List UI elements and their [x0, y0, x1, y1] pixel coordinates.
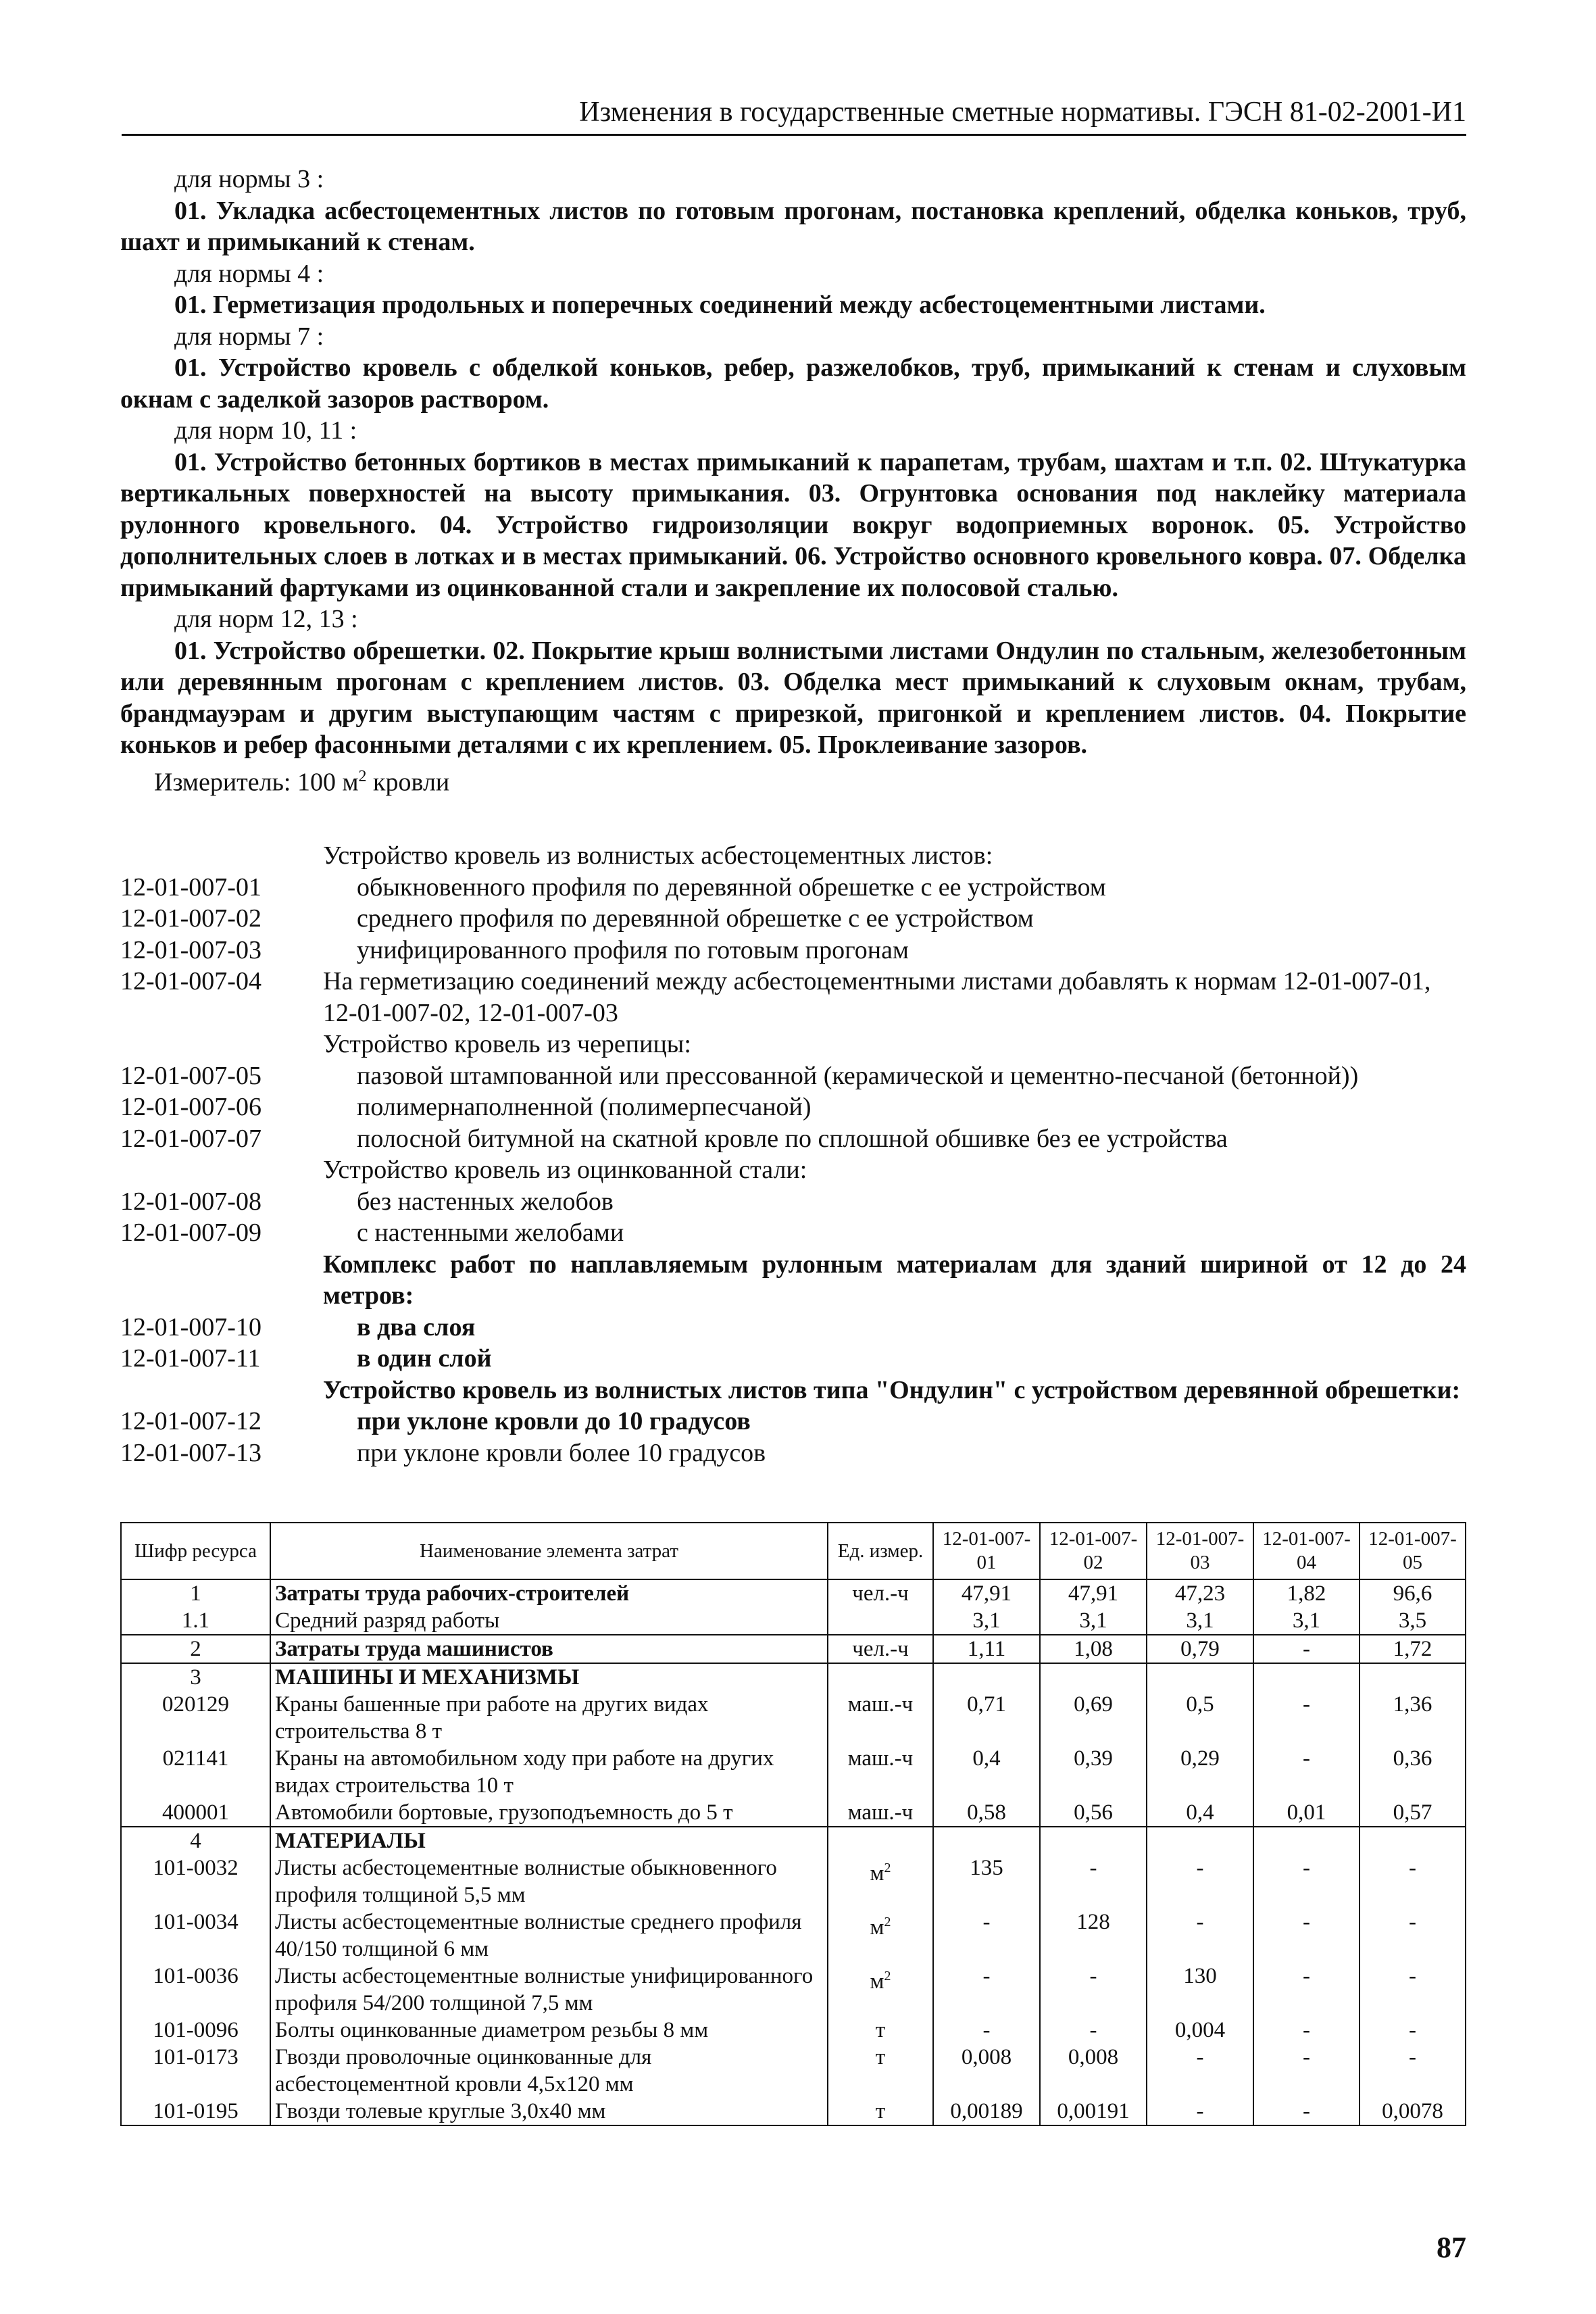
header-title: Изменения в государственные сметные нормативы. ГЭСН 81-02-2001-И1	[579, 97, 1466, 128]
table-row	[121, 1663, 1466, 1691]
value-cell	[933, 1827, 1040, 1854]
code-list-item	[120, 1091, 1466, 1123]
value-cell: 0,29	[1147, 1745, 1253, 1799]
norm-description: пазовой штампованной или прессованной (керамической и цементно-песчаной (бетонной))	[357, 1061, 1359, 1090]
resource-name: Гвозди толевые круглые 3,0х40 мм	[270, 2098, 828, 2125]
value-cell: -	[1253, 1691, 1360, 1745]
norm-code: 12-01-007-03	[120, 935, 261, 964]
resource-name: Краны на автомобильном ходу при работе на других видах строительства 10 т	[270, 1745, 828, 1799]
norm-label: для нормы 7 :	[174, 322, 324, 351]
table-row	[121, 2017, 1466, 2044]
code-list-item	[120, 872, 1466, 904]
value-cell: 1,82	[1253, 1579, 1360, 1607]
cost-table	[120, 1522, 1466, 2126]
resource-code: 1	[121, 1579, 270, 1607]
value-cell: -	[933, 2017, 1040, 2044]
value-cell: 130	[1147, 1963, 1253, 2017]
norm-description: среднего профиля по деревянной обрешетке с ее устройством	[357, 904, 1034, 933]
value-cell: 3,1	[1040, 1607, 1147, 1635]
norm-code: 12-01-007-06	[120, 1093, 261, 1121]
value-cell: 1,72	[1360, 1635, 1466, 1663]
value-cell: 0,39	[1040, 1745, 1147, 1799]
code-list-item	[120, 903, 1466, 935]
value-cell: 0,00189	[933, 2098, 1040, 2125]
norm-description: без настенных желобов	[357, 1187, 614, 1216]
norm-description: полосной битумной на скатной кровле по сплошной обшивке без ее устройства	[357, 1124, 1228, 1153]
norm-description: обыкновенного профиля по деревянной обрешетке с ее устройством	[357, 872, 1106, 902]
resource-code: 101-0034	[121, 1909, 270, 1963]
value-cell: -	[1253, 2098, 1360, 2125]
value-cell: 0,008	[933, 2044, 1040, 2098]
resource-code: 101-0096	[121, 2017, 270, 2044]
value-cell: 0,00191	[1040, 2098, 1147, 2125]
value-cell: -	[1253, 2044, 1360, 2098]
norm-code	[120, 840, 323, 872]
norm-description: На герметизацию соединений между асбестоцементными листами добавлять к нормам 12-01-007-01, 12-01-007-02, 12-01-007-03	[323, 967, 1431, 1027]
code-list-item	[120, 1154, 1466, 1186]
table-body	[121, 1579, 1466, 2125]
measure-value: 100 м	[297, 768, 359, 797]
value-cell	[1253, 1827, 1360, 1854]
work-text: 01. Устройство бетонных бортиков в местах примыканий к парапетам, трубам, шахтам и т.п. 02. Штукатурка вертикальных поверхностей на высоту примыкания. 03. Огрунтовка основания под наклейку материала рулонного кровельного. 04. Устройство гидроизоляции вокруг водоприемных воронок. 05. Устройство дополнительных слоев в лотках и в местах примыканий. 06. Устройство основного кровельного ковра. 07. Обделка примыканий фартуками из оцинкованной стали и закрепление их полосовой сталью.	[120, 447, 1466, 602]
value-cell	[1360, 1827, 1466, 1854]
measure-sup: 2	[358, 767, 367, 785]
table-row	[121, 2098, 1466, 2125]
value-cell: 3,1	[1147, 1607, 1253, 1635]
value-cell: -	[1040, 1963, 1147, 2017]
resource-unit: маш.-ч	[828, 1691, 933, 1745]
norm-description: при уклоне кровли до 10 градусов	[357, 1407, 751, 1435]
code-list-item	[120, 1249, 1466, 1312]
header-col-4: 12-01-007-04	[1253, 1523, 1360, 1579]
norm-description: Устройство кровель из волнистых асбестоцементных листов:	[323, 841, 993, 870]
code-list-item	[120, 1343, 1466, 1375]
norm-code: 12-01-007-10	[120, 1312, 261, 1341]
norm-code: 12-01-007-13	[120, 1438, 261, 1467]
header-unit: Ед. измер.	[828, 1523, 933, 1579]
resource-code: 2	[121, 1635, 270, 1663]
work-composition	[120, 164, 1466, 798]
resource-name: Болты оцинкованные диаметром резьбы 8 мм	[270, 2017, 828, 2044]
value-cell: 0,79	[1147, 1635, 1253, 1663]
value-cell: 0,004	[1147, 2017, 1253, 2044]
header-col-2: 12-01-007-02	[1040, 1523, 1147, 1579]
table-row	[121, 1909, 1466, 1963]
work-text: 01. Устройство кровель с обделкой коньков, ребер, разжелобков, труб, примыканий к стенам и слуховым окнам с заделкой зазоров раствором.	[120, 353, 1466, 414]
table-row	[121, 1607, 1466, 1635]
code-list-item	[120, 1186, 1466, 1218]
value-cell	[1040, 1827, 1147, 1854]
measure-line	[120, 761, 1466, 798]
resource-name: Гвозди проволочные оцинкованные для асбестоцементной кровли 4,5х120 мм	[270, 2044, 828, 2098]
value-cell: 1,11	[933, 1635, 1040, 1663]
norm-description: при уклоне кровли более 10 градусов	[357, 1438, 766, 1467]
value-cell: 0,57	[1360, 1799, 1466, 1827]
work-text: 01. Укладка асбестоцементных листов по готовым прогонам, постановка креплений, обделка коньков, труб, шахт и примыканий к стенам.	[120, 196, 1466, 256]
norm-code: 12-01-007-05	[120, 1061, 261, 1090]
resource-name: Автомобили бортовые, грузоподъемность до 5 т	[270, 1799, 828, 1827]
value-cell: 0,4	[933, 1745, 1040, 1799]
value-cell: -	[933, 1909, 1040, 1963]
value-cell: 1,08	[1040, 1635, 1147, 1663]
resource-code: 101-0032	[121, 1854, 270, 1909]
table-row	[121, 1579, 1466, 1607]
resource-unit	[828, 1607, 933, 1635]
resource-name: Затраты труда машинистов	[270, 1635, 828, 1663]
value-cell: -	[1253, 1963, 1360, 2017]
resource-name: Затраты труда рабочих-строителей	[270, 1579, 828, 1607]
resource-unit: маш.-ч	[828, 1799, 933, 1827]
table-row	[121, 1691, 1466, 1745]
code-list-item	[120, 1437, 1466, 1469]
work-blocks	[120, 164, 1466, 761]
resource-code: 020129	[121, 1691, 270, 1745]
resource-code: 1.1	[121, 1607, 270, 1635]
work-text: 01. Устройство обрешетки. 02. Покрытие крыш волнистыми листами Ондулин по стальным, железобетонным или деревянным прогонам с креплением листов. 03. Обделка мест примыканий к слуховым окнам, трубам, брандмауэрам и другим выступающим частям с прирезкой, пригонкой и креплением листов. 04. Покрытие коньков и ребер фасонными деталями с их креплением. 05. Проклеивание зазоров.	[120, 636, 1466, 759]
norm-description: полимернаполненной (полимерпесчаной)	[357, 1093, 812, 1121]
value-cell: -	[1147, 1909, 1253, 1963]
code-list-item	[120, 1029, 1466, 1060]
value-cell: 3,5	[1360, 1607, 1466, 1635]
code-list-item	[120, 1123, 1466, 1155]
norm-description: в два слоя	[357, 1312, 476, 1341]
code-list-item	[120, 1406, 1466, 1437]
value-cell: 96,6	[1360, 1579, 1466, 1607]
value-cell: 47,91	[1040, 1579, 1147, 1607]
value-cell: -	[1147, 1854, 1253, 1909]
norm-description: Устройство кровель из оцинкованной стали:	[323, 1156, 807, 1184]
value-cell: 128	[1040, 1909, 1147, 1963]
value-cell: 3,1	[933, 1607, 1040, 1635]
value-cell: 47,23	[1147, 1579, 1253, 1607]
norm-description: в один слой	[357, 1344, 492, 1373]
resource-unit: т	[828, 2044, 933, 2098]
norm-description: унифицированного профиля по готовым прогонам	[357, 935, 909, 964]
value-cell: 0,69	[1040, 1691, 1147, 1745]
value-cell: 0,58	[933, 1799, 1040, 1827]
value-cell: 0,5	[1147, 1691, 1253, 1745]
value-cell: -	[1360, 2044, 1466, 2098]
value-cell: 0,008	[1040, 2044, 1147, 2098]
value-cell: -	[1360, 1909, 1466, 1963]
value-cell: -	[1253, 1745, 1360, 1799]
code-list-item	[120, 1217, 1466, 1249]
measure-label: Измеритель:	[154, 768, 291, 797]
resource-code: 101-0173	[121, 2044, 270, 2098]
value-cell: 0,4	[1147, 1799, 1253, 1827]
value-cell: -	[1360, 1854, 1466, 1909]
table-row	[121, 1799, 1466, 1827]
norm-code	[120, 1375, 323, 1406]
value-cell: -	[1253, 2017, 1360, 2044]
code-list-item	[120, 1060, 1466, 1092]
value-cell: 135	[933, 1854, 1040, 1909]
value-cell: -	[1360, 2017, 1466, 2044]
norm-description: с настенными желобами	[357, 1218, 624, 1247]
value-cell: -	[1253, 1635, 1360, 1663]
value-cell: -	[1253, 1854, 1360, 1909]
norm-code	[120, 1029, 323, 1060]
resource-unit: $м^2$	[828, 1963, 933, 2017]
measure-unit: кровли	[373, 768, 450, 797]
code-list-item	[120, 1375, 1466, 1406]
resource-name: Листы асбестоцементные волнистые среднего профиля 40/150 толщиной 6 мм	[270, 1909, 828, 1963]
value-cell: -	[1253, 1909, 1360, 1963]
code-list-item	[120, 840, 1466, 872]
resource-unit: чел.-ч	[828, 1579, 933, 1607]
header-col-5: 12-01-007-05	[1360, 1523, 1466, 1579]
work-text: 01. Герметизация продольных и поперечных соединений между асбестоцементными листами.	[174, 291, 1266, 319]
resource-unit: $м^2$	[828, 1854, 933, 1909]
value-cell: -	[1040, 2017, 1147, 2044]
norm-code: 12-01-007-09	[120, 1218, 261, 1247]
code-list-item	[120, 935, 1466, 966]
norm-label: для нормы 3 :	[174, 165, 324, 193]
value-cell: 0,01	[1253, 1799, 1360, 1827]
norm-code	[120, 1154, 323, 1186]
resource-code: 101-0036	[121, 1963, 270, 2017]
header-code: Шифр ресурса	[121, 1523, 270, 1579]
norm-label: для нормы 4 :	[174, 259, 324, 288]
value-cell	[1360, 1663, 1466, 1691]
value-cell: 1,36	[1360, 1691, 1466, 1745]
value-cell: -	[933, 1963, 1040, 2017]
value-cell: -	[1360, 1963, 1466, 2017]
resource-code: 3	[121, 1663, 270, 1691]
header-name: Наименование элемента затрат	[270, 1523, 828, 1579]
norm-code: 12-01-007-02	[120, 904, 261, 933]
norm-code: 12-01-007-11	[120, 1344, 261, 1373]
value-cell: 0,36	[1360, 1745, 1466, 1799]
resource-name: Листы асбестоцементные волнистые унифицированного профиля 54/200 толщиной 7,5 мм	[270, 1963, 828, 2017]
norm-code	[120, 1249, 323, 1312]
table-row	[121, 1635, 1466, 1663]
norm-code-list	[120, 840, 1466, 1469]
resource-name: МАТЕРИАЛЫ	[270, 1827, 828, 1854]
table-row	[121, 1963, 1466, 2017]
table-row	[121, 1827, 1466, 1854]
page-header	[122, 96, 1466, 136]
resource-unit	[828, 1827, 933, 1854]
resource-unit: чел.-ч	[828, 1635, 933, 1663]
norm-description: Устройство кровель из волнистых листов типа "Ондулин" с устройством деревянной обрешетки:	[323, 1375, 1461, 1404]
resource-unit: т	[828, 2017, 933, 2044]
resource-name: Краны башенные при работе на других видах строительства 8 т	[270, 1691, 828, 1745]
norm-label: для норм 12, 13 :	[174, 605, 358, 633]
value-cell: -	[1147, 2098, 1253, 2125]
norm-code: 12-01-007-01	[120, 872, 261, 902]
value-cell: 47,91	[933, 1579, 1040, 1607]
page-number: 87	[1437, 2231, 1466, 2264]
resource-name: МАШИНЫ И МЕХАНИЗМЫ	[270, 1663, 828, 1691]
resource-unit	[828, 1663, 933, 1691]
table-row	[121, 2044, 1466, 2098]
header-col-3: 12-01-007-03	[1147, 1523, 1253, 1579]
value-cell: 0,56	[1040, 1799, 1147, 1827]
resource-code: 400001	[121, 1799, 270, 1827]
resource-unit: маш.-ч	[828, 1745, 933, 1799]
norm-description: Комплекс работ по наплавляемым рулонным материалам для зданий шириной от 12 до 24 метров:	[323, 1250, 1466, 1310]
resource-code: 4	[121, 1827, 270, 1854]
value-cell: 3,1	[1253, 1607, 1360, 1635]
table-row	[121, 1745, 1466, 1799]
resource-unit: $м^2$	[828, 1909, 933, 1963]
value-cell	[1040, 1663, 1147, 1691]
value-cell	[1253, 1663, 1360, 1691]
resource-code: 101-0195	[121, 2098, 270, 2125]
value-cell: 0,0078	[1360, 2098, 1466, 2125]
table-row	[121, 1854, 1466, 1909]
norm-label: для норм 10, 11 :	[174, 416, 357, 445]
resource-code: 021141	[121, 1745, 270, 1799]
value-cell	[1147, 1827, 1253, 1854]
table-header-row	[121, 1523, 1466, 1579]
resource-unit: т	[828, 2098, 933, 2125]
value-cell	[933, 1663, 1040, 1691]
norm-description: Устройство кровель из черепицы:	[323, 1030, 691, 1058]
norm-code: 12-01-007-08	[120, 1187, 261, 1216]
code-list-item	[120, 966, 1466, 1029]
header-col-1: 12-01-007-01	[933, 1523, 1040, 1579]
value-cell: -	[1040, 1854, 1147, 1909]
value-cell: 0,71	[933, 1691, 1040, 1745]
value-cell: -	[1147, 2044, 1253, 2098]
resource-name: Средний разряд работы	[270, 1607, 828, 1635]
norm-code: 12-01-007-12	[120, 1407, 261, 1435]
value-cell	[1147, 1663, 1253, 1691]
code-list-item	[120, 1312, 1466, 1344]
norm-code: 12-01-007-07	[120, 1124, 261, 1153]
norm-code: 12-01-007-04	[120, 967, 261, 995]
resource-name: Листы асбестоцементные волнистые обыкновенного профиля толщиной 5,5 мм	[270, 1854, 828, 1909]
